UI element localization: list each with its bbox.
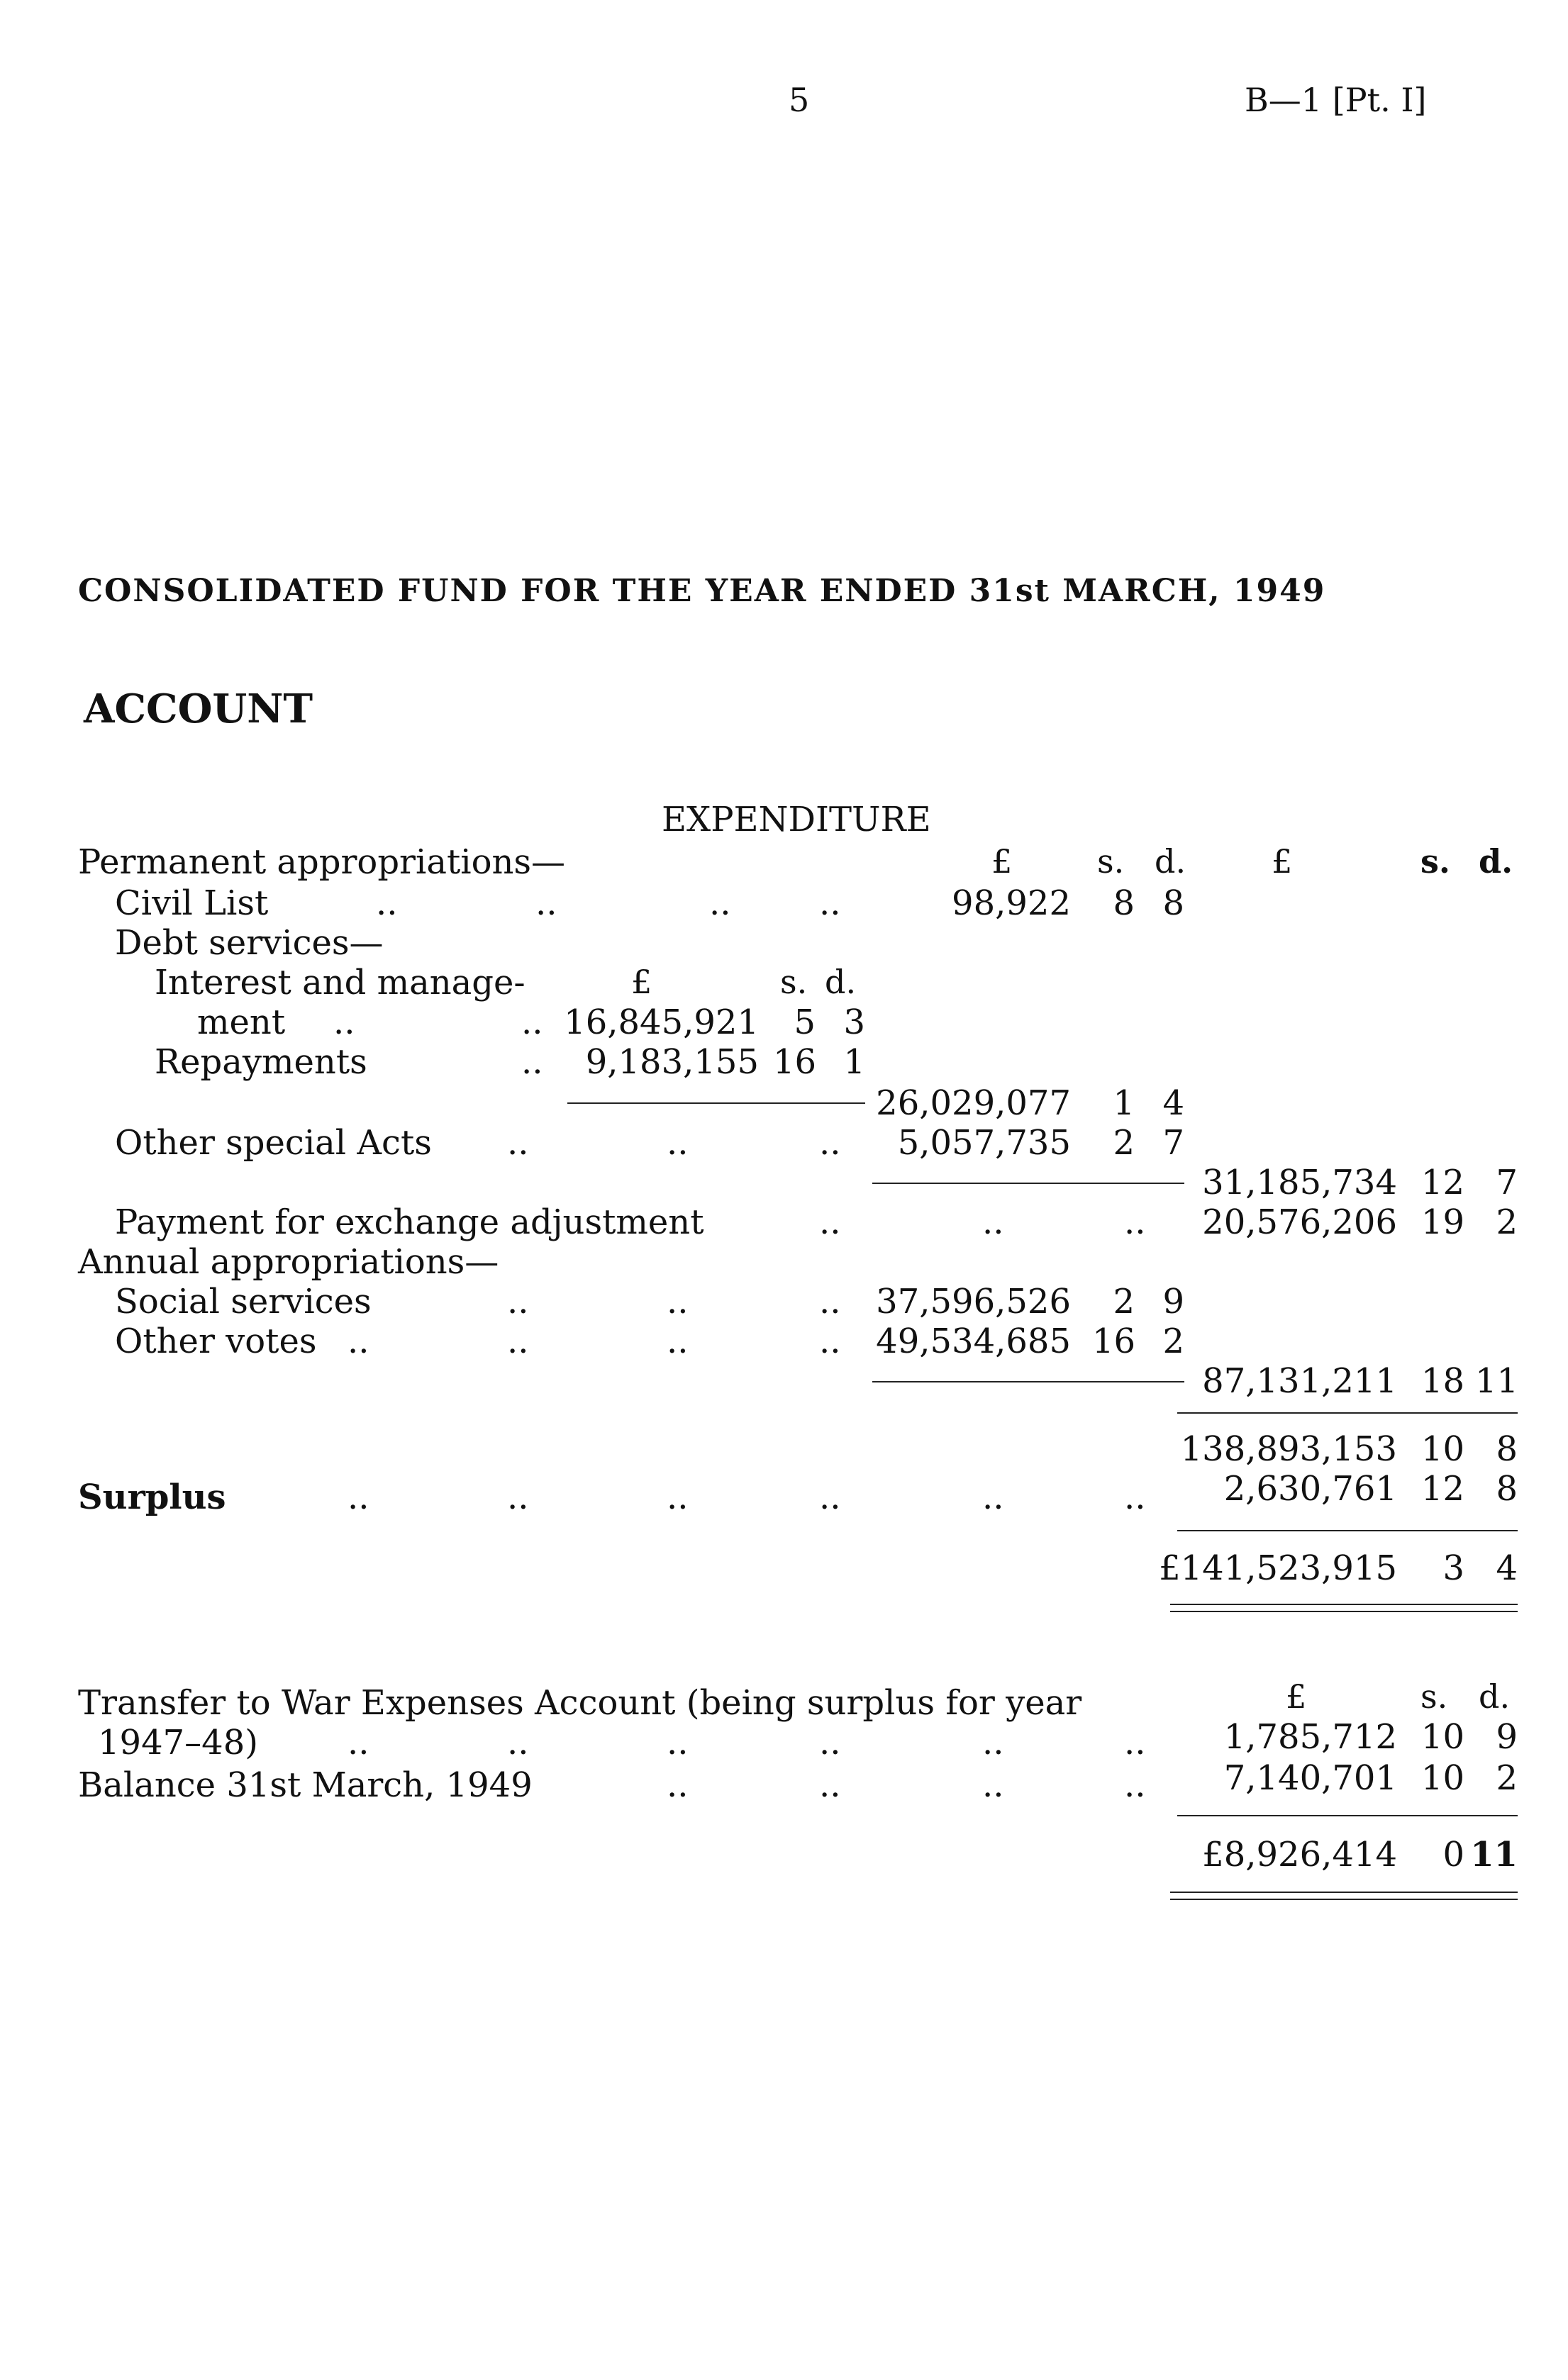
leader-dots: .. xyxy=(507,1723,529,1762)
interest-d: 3 xyxy=(843,1002,865,1042)
exchange-pounds: 20,576,206 xyxy=(1202,1202,1397,1242)
transfer-total-d: 11 xyxy=(1470,1835,1518,1875)
balance-label: Balance 31st March, 1949 xyxy=(78,1765,533,1805)
leader-dots: .. xyxy=(333,1002,355,1042)
leader-dots: .. xyxy=(347,1322,369,1361)
leader-dots: .. xyxy=(819,1477,841,1517)
outer-s-header: s. xyxy=(1420,842,1450,881)
expenditure-heading: EXPENDITURE xyxy=(662,800,931,839)
annual-label: Annual appropriations— xyxy=(78,1242,499,1282)
leader-dots: .. xyxy=(507,1477,529,1517)
mid-subtotal-rule xyxy=(872,1183,1184,1184)
debt-total-d: 4 xyxy=(1162,1083,1184,1123)
repayments-pounds: 9,183,155 xyxy=(585,1042,759,1082)
transfer-label-1: Transfer to War Expenses Account (being surplus for year xyxy=(78,1683,1082,1723)
transfer-pound-header: £ xyxy=(1286,1677,1307,1716)
leader-dots: .. xyxy=(667,1123,689,1163)
other-acts-label: Other special Acts xyxy=(115,1123,432,1163)
leader-dots: .. xyxy=(982,1723,1004,1762)
inner-subtotal-rule xyxy=(567,1102,865,1104)
leader-dots: .. xyxy=(709,883,731,923)
transfer-label-2: 1947–48) xyxy=(98,1723,258,1762)
subtotal-pounds: 138,893,153 xyxy=(1180,1429,1397,1469)
debt-total-s: 1 xyxy=(1113,1083,1135,1123)
other-votes-pounds: 49,534,685 xyxy=(876,1322,1071,1361)
transfer-total-rule xyxy=(1177,1815,1518,1816)
leader-dots: .. xyxy=(521,1002,543,1042)
other-votes-s: 16 xyxy=(1092,1322,1136,1361)
transfer-total-s: 0 xyxy=(1442,1835,1464,1875)
leader-dots: .. xyxy=(376,883,398,923)
leader-dots: .. xyxy=(819,1322,841,1361)
other-acts-s: 2 xyxy=(1113,1123,1135,1163)
leader-dots: .. xyxy=(347,1477,369,1517)
surplus-pounds: 2,630,761 xyxy=(1223,1469,1397,1509)
inner-d-header: d. xyxy=(825,963,857,1001)
repayments-label: Repayments xyxy=(155,1042,367,1082)
transfer-d-header: d. xyxy=(1479,1677,1511,1716)
page-reference: B—1 [Pt. I] xyxy=(1245,81,1427,119)
permanent-total-pounds: 31,185,734 xyxy=(1202,1163,1397,1202)
leader-dots: .. xyxy=(819,1123,841,1163)
permanent-total-s: 12 xyxy=(1420,1163,1464,1202)
leader-dots: .. xyxy=(667,1765,689,1805)
leader-dots: .. xyxy=(819,1765,841,1805)
social-services-d: 9 xyxy=(1162,1282,1184,1322)
leader-dots: .. xyxy=(819,1723,841,1762)
page-title: CONSOLIDATED FUND FOR THE YEAR ENDED 31st MARCH, 1949 xyxy=(78,573,1326,609)
section-title: ACCOUNT xyxy=(84,686,313,732)
surplus-s: 12 xyxy=(1420,1469,1464,1509)
leader-dots: .. xyxy=(1124,1477,1146,1517)
grand-total-s: 3 xyxy=(1442,1548,1464,1588)
leader-dots: .. xyxy=(819,883,841,923)
social-services-s: 2 xyxy=(1113,1282,1135,1322)
debt-total-pounds: 26,029,077 xyxy=(876,1083,1071,1123)
leader-dots: .. xyxy=(667,1282,689,1322)
inner-pound-header: £ xyxy=(631,963,652,1001)
interest-label-1: Interest and manage- xyxy=(155,963,526,1002)
interest-label-2: ment xyxy=(197,1002,286,1042)
subtotal-d: 8 xyxy=(1496,1429,1518,1469)
social-services-label: Social services xyxy=(115,1282,372,1322)
mid-subtotal-rule xyxy=(872,1381,1184,1382)
leader-dots: .. xyxy=(1124,1765,1146,1805)
surplus-d: 8 xyxy=(1496,1469,1518,1509)
leader-dots: .. xyxy=(507,1282,529,1322)
leader-dots: .. xyxy=(1124,1723,1146,1762)
annual-total-s: 18 xyxy=(1420,1361,1464,1401)
transfer-s: 10 xyxy=(1420,1717,1464,1757)
leader-dots: .. xyxy=(819,1282,841,1322)
leader-dots: .. xyxy=(667,1322,689,1361)
other-votes-label: Other votes xyxy=(115,1322,317,1361)
permanent-total-d: 7 xyxy=(1496,1163,1518,1202)
interest-s: 5 xyxy=(794,1002,816,1042)
debt-services-label: Debt services— xyxy=(115,923,384,963)
leader-dots: .. xyxy=(982,1765,1004,1805)
balance-s: 10 xyxy=(1420,1758,1464,1798)
surplus-label: Surplus xyxy=(78,1477,226,1517)
page-number: 5 xyxy=(789,81,810,119)
interest-pounds: 16,845,921 xyxy=(564,1002,759,1042)
civil-list-label: Civil List xyxy=(115,883,269,923)
balance-pounds: 7,140,701 xyxy=(1223,1758,1397,1798)
exchange-label: Payment for exchange adjustment xyxy=(115,1202,704,1242)
balance-d: 2 xyxy=(1496,1758,1518,1798)
mid-d-header: d. xyxy=(1155,842,1186,881)
mid-pound-header: £ xyxy=(991,842,1013,881)
transfer-total-double-rule xyxy=(1170,1892,1518,1900)
outer-subtotal-rule xyxy=(1177,1412,1518,1414)
leader-dots: .. xyxy=(819,1202,841,1242)
leader-dots: .. xyxy=(982,1477,1004,1517)
grand-total-pounds: £141,523,915 xyxy=(1159,1548,1397,1588)
leader-dots: .. xyxy=(507,1123,529,1163)
grand-total-double-rule xyxy=(1170,1604,1518,1612)
repayments-d: 1 xyxy=(843,1042,865,1082)
other-acts-pounds: 5,057,735 xyxy=(897,1123,1071,1163)
leader-dots: .. xyxy=(507,1322,529,1361)
outer-pound-header: £ xyxy=(1272,842,1293,881)
other-votes-d: 2 xyxy=(1162,1322,1184,1361)
leader-dots: .. xyxy=(535,883,557,923)
mid-s-header: s. xyxy=(1097,842,1125,881)
leader-dots: .. xyxy=(1124,1202,1146,1242)
transfer-pounds: 1,785,712 xyxy=(1223,1717,1397,1757)
outer-total-rule xyxy=(1177,1530,1518,1531)
leader-dots: .. xyxy=(521,1042,543,1082)
leader-dots: .. xyxy=(347,1723,369,1762)
transfer-s-header: s. xyxy=(1420,1677,1448,1716)
permanent-label: Permanent appropriations— xyxy=(78,842,566,882)
leader-dots: .. xyxy=(667,1723,689,1762)
exchange-d: 2 xyxy=(1496,1202,1518,1242)
exchange-s: 19 xyxy=(1420,1202,1464,1242)
repayments-s: 16 xyxy=(773,1042,817,1082)
subtotal-s: 10 xyxy=(1420,1429,1464,1469)
civil-list-pounds: 98,922 xyxy=(952,883,1071,923)
grand-total-d: 4 xyxy=(1496,1548,1518,1588)
annual-total-d: 11 xyxy=(1475,1361,1519,1401)
transfer-total-pounds: £8,926,414 xyxy=(1202,1835,1397,1875)
annual-total-pounds: 87,131,211 xyxy=(1202,1361,1397,1401)
other-acts-d: 7 xyxy=(1162,1123,1184,1163)
outer-d-header: d. xyxy=(1479,842,1513,881)
civil-list-s: 8 xyxy=(1113,883,1135,923)
civil-list-d: 8 xyxy=(1162,883,1184,923)
inner-s-header: s. xyxy=(780,963,808,1001)
transfer-d: 9 xyxy=(1496,1717,1518,1757)
leader-dots: .. xyxy=(667,1477,689,1517)
leader-dots: .. xyxy=(982,1202,1004,1242)
social-services-pounds: 37,596,526 xyxy=(876,1282,1071,1322)
